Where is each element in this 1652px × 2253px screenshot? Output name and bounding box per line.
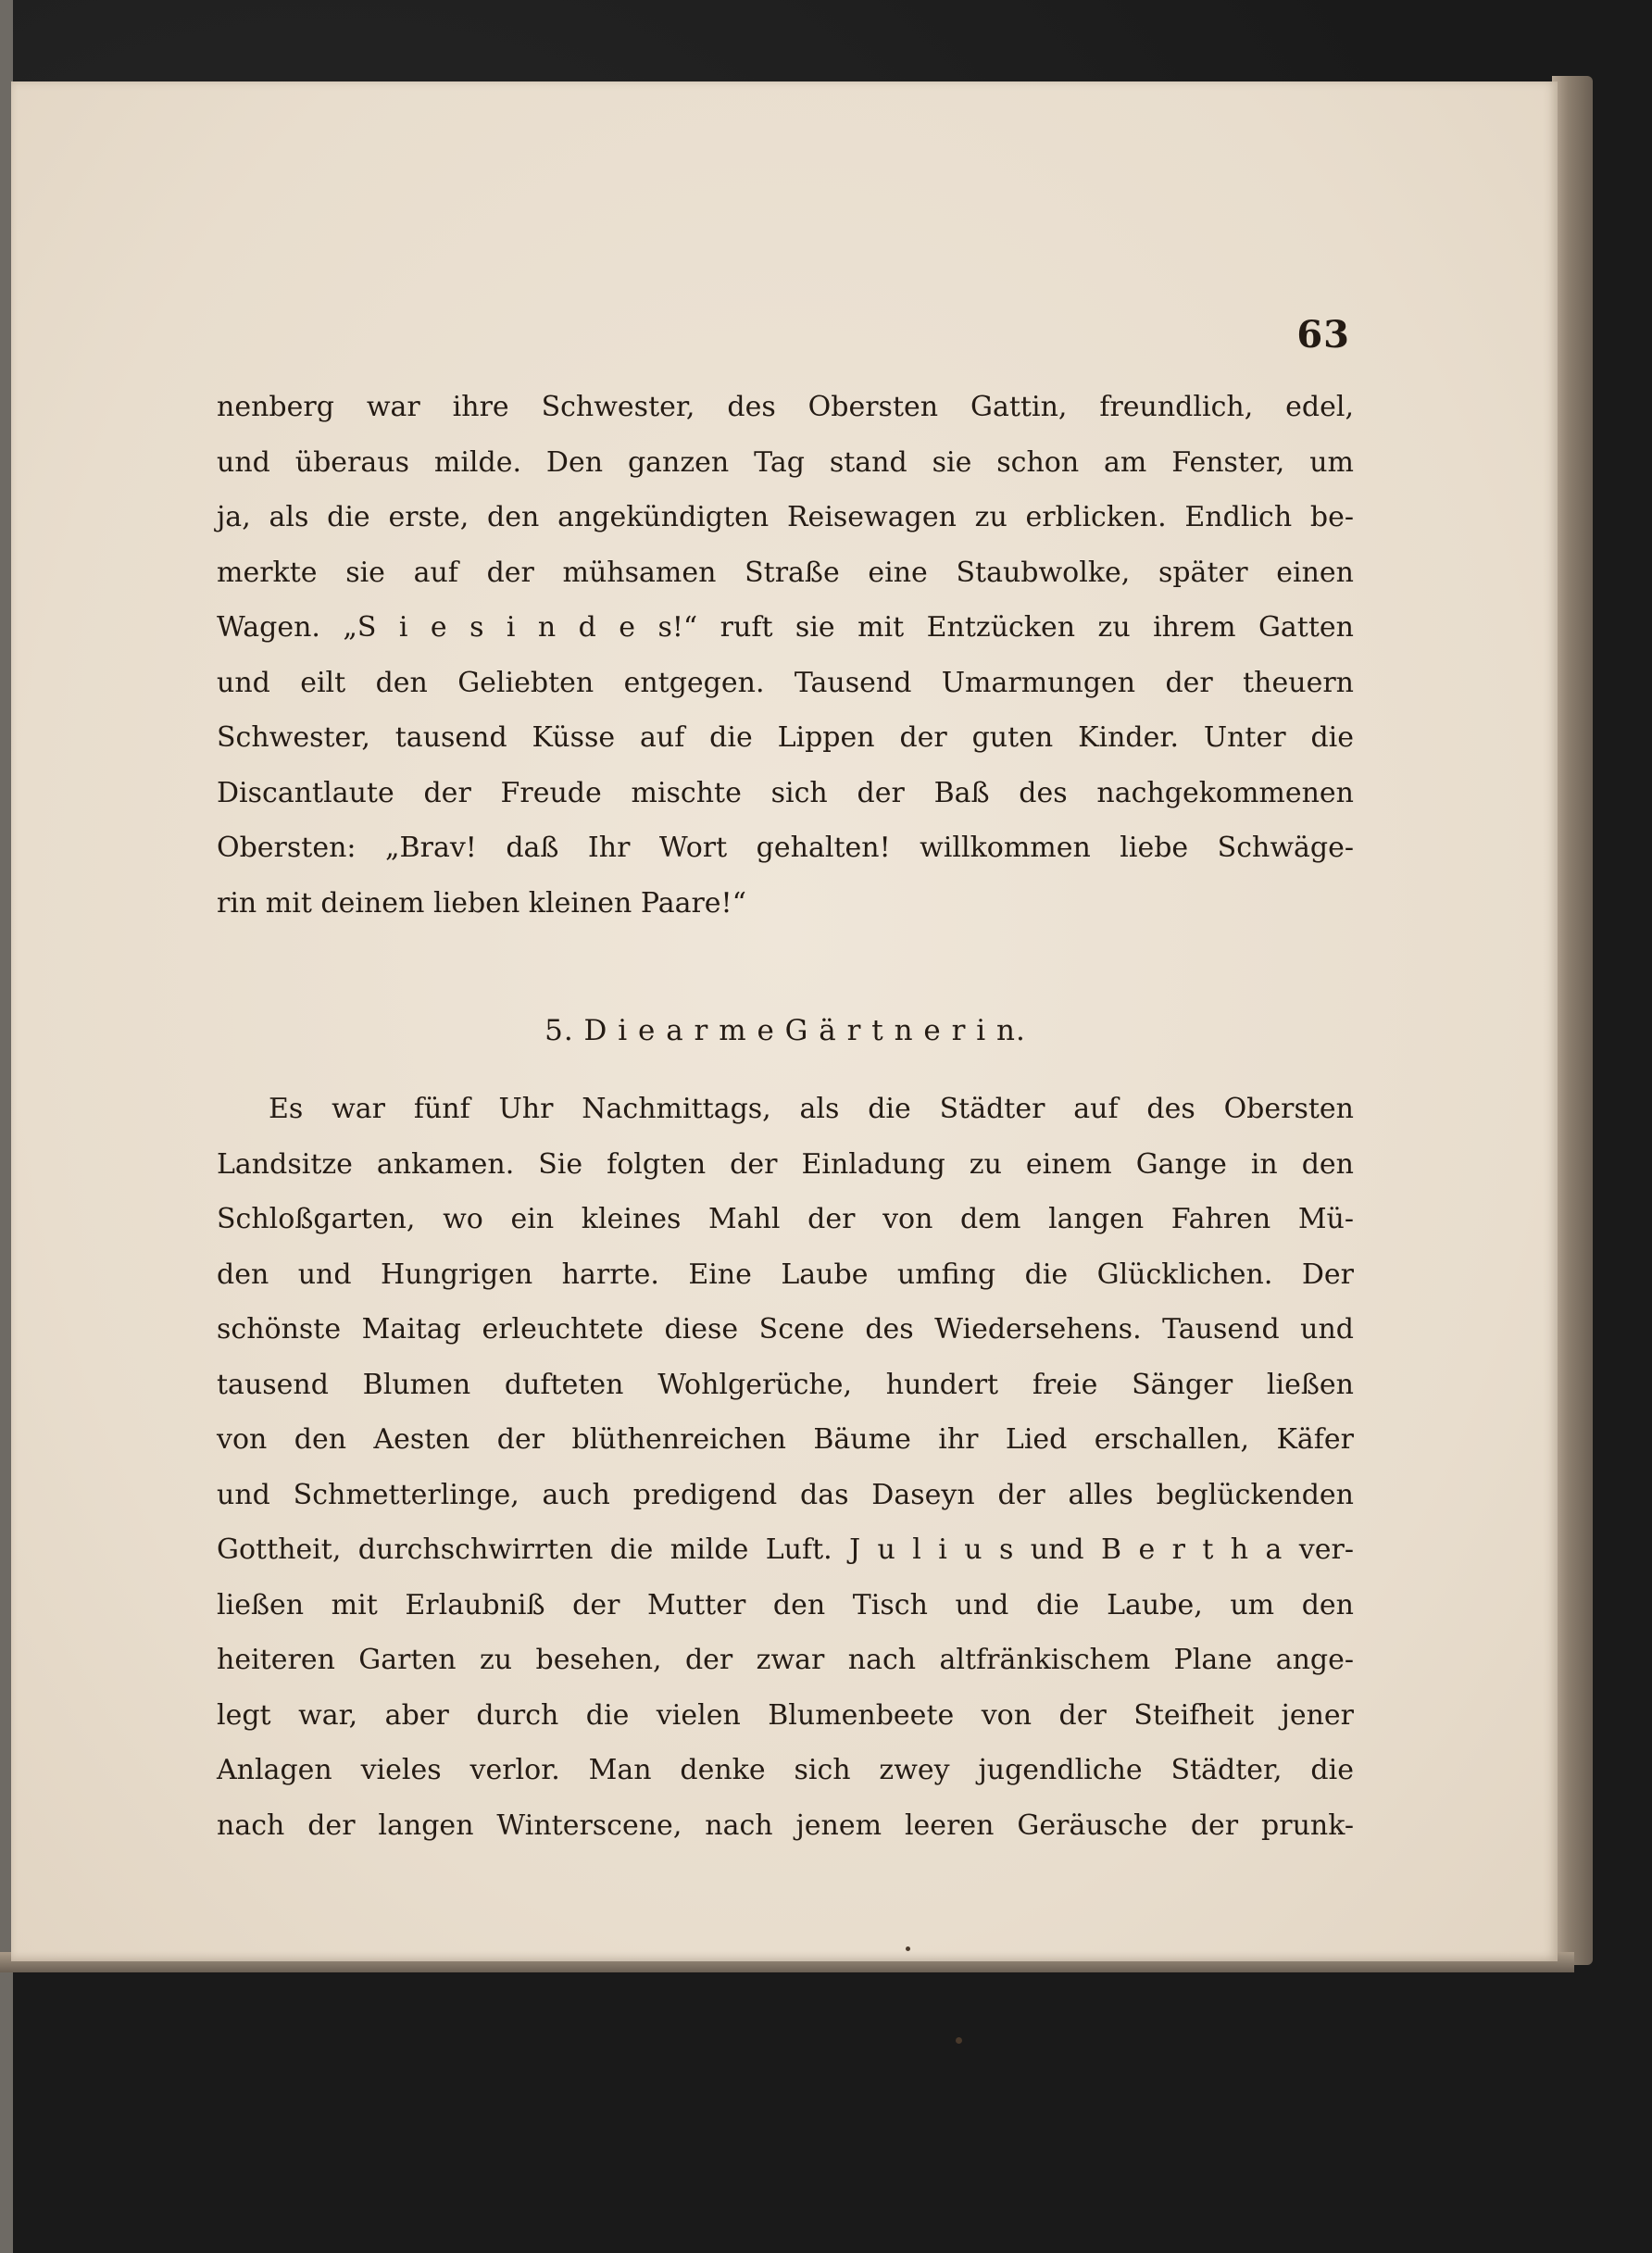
right-cover-edge [1552, 76, 1593, 1965]
text-line: Schloßgarten, wo ein kleines Mahl der von dem langen Fahren Mü- [217, 1203, 1354, 1235]
text-line: tausend Blumen dufteten Wohlgerüche, hundert freie Sänger ließen [217, 1368, 1354, 1401]
ink-speck [956, 2037, 962, 2044]
text-line: merkte sie auf der mühsamen Straße eine Staubwolke, später einen [217, 556, 1354, 589]
text-line: Obersten: „Brav! daß Ihr Wort gehalten! willkommen liebe Schwäge- [217, 832, 1354, 864]
chapter-heading: 5. D i e a r m e G ä r t n e r i n. [544, 1014, 1026, 1047]
text-line: Wagen. „S i e s i n d e s!“ ruft sie mit Entzücken zu ihrem Gatten [217, 611, 1354, 644]
text-line: und Schmetterlinge, auch predigend das Daseyn der alles beglückenden [217, 1478, 1354, 1511]
text-line: nach der langen Winterscene, nach jenem leeren Geräusche der prunk- [217, 1809, 1354, 1842]
text-line: ließen mit Erlaubniß der Mutter den Tisch und die Laube, um den [217, 1588, 1354, 1621]
page-number: 63 [1296, 313, 1350, 357]
text-line: und eilt den Geliebten entgegen. Tausend Umarmungen der theuern [217, 666, 1354, 699]
text-line: den und Hungrigen harrte. Eine Laube umfing die Glücklichen. Der [217, 1258, 1354, 1291]
paragraph-1 [217, 380, 1354, 931]
text-line: von den Aesten der blüthenreichen Bäume ihr Lied erschallen, Käfer [217, 1423, 1354, 1456]
text-line: heiteren Garten zu besehen, der zwar nach altfränkischem Plane ange- [217, 1644, 1354, 1676]
text-line: nenberg war ihre Schwester, des Obersten Gattin, freundlich, edel, [217, 391, 1354, 423]
text-line: Landsitze ankamen. Sie folgten der Einladung zu einem Gange in den [217, 1147, 1354, 1181]
text-line: schönste Maitag erleuchtete diese Scene des Wiedersehens. Tausend und [217, 1313, 1354, 1346]
ink-speck [906, 1946, 910, 1951]
text-line: legt war, aber durch die vielen Blumenbeete von der Steifheit jener [217, 1698, 1354, 1732]
text-line: rin mit deinem lieben kleinen Paare!“ [217, 886, 746, 920]
text-line: ja, als die erste, den angekündigten Reisewagen zu erblicken. Endlich be- [217, 501, 1354, 533]
text-line: Gottheit, durchschwirrten die milde Luft. J u l i u s und B e r t h a ver- [217, 1533, 1354, 1566]
text-line: und überaus milde. Den ganzen Tag stand sie schon am Fenster, um [217, 445, 1354, 479]
text-line: Anlagen vieles verlor. Man denke sich zwey jugendliche Städter, die [217, 1754, 1354, 1786]
text-line: Discantlaute der Freude mischte sich der Baß des nachgekommenen [217, 776, 1354, 809]
text-line: Schwester, tausend Küsse auf die Lippen der guten Kinder. Unter die [217, 721, 1354, 754]
paragraph-2 [217, 1082, 1354, 1853]
text-line: Es war fünf Uhr Nachmittags, als die Städter auf des Obersten [269, 1093, 1354, 1125]
